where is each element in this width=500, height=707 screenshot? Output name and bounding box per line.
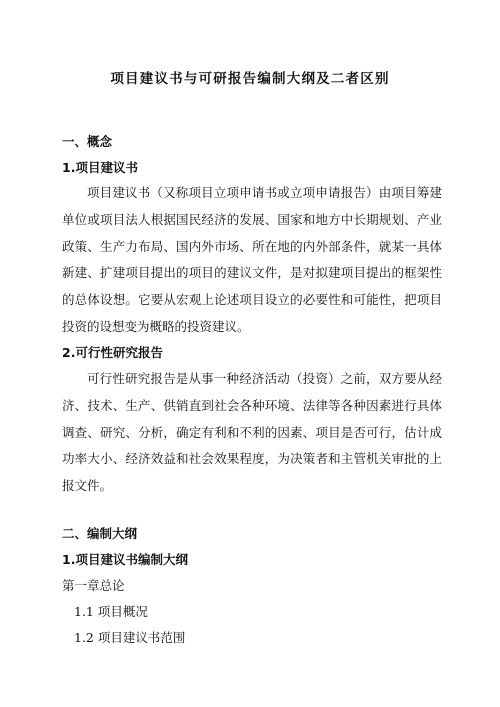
document-title: 项目建议书与可研报告编制大纲及二者区别: [110, 71, 390, 87]
outline-item: 1.1 项目概况: [74, 604, 148, 619]
section-heading-concepts: 一、概念: [62, 134, 113, 149]
outline-item: 1.2 项目建议书范围: [74, 630, 186, 645]
chapter-heading: 第一章总论: [62, 578, 125, 593]
paragraph-feasibility-study: 可行性研究报告是从事一种经济活动（投资）之前，双方要从经济、技术、生产、供销直到社会各种环境、法律等各种因素进行具体调查、研究、分析，确定有利和不利的因素、项目是否可行，估计成功率大小、经济效益和社会效果程度，为决策者和主管机关审批的上报文件。: [62, 371, 442, 494]
subsection-heading-feasibility-study: 2.可行性研究报告: [62, 345, 163, 360]
subsection-heading-proposal-outline: 1.项目建议书编制大纲: [62, 552, 188, 567]
paragraph-project-proposal: 项目建议书（又称项目立项申请书或立项申请报告）由项目筹建单位或项目法人根据国民经济的发展、国家和地方中长期规划、产业政策、生产力布局、国内外市场、所在地的内外部条件，就某一具体新建、扩建项目提出的项目的建议文件，是对拟建项目提出的框架性的总体设想。它要从宏观上论述项目设立的必要性和可能性，把项目投资的设想变为概略的投资建议。: [62, 185, 442, 334]
section-heading-outline: 二、编制大纲: [62, 526, 138, 541]
subsection-heading-project-proposal: 1.项目建议书: [62, 160, 138, 175]
